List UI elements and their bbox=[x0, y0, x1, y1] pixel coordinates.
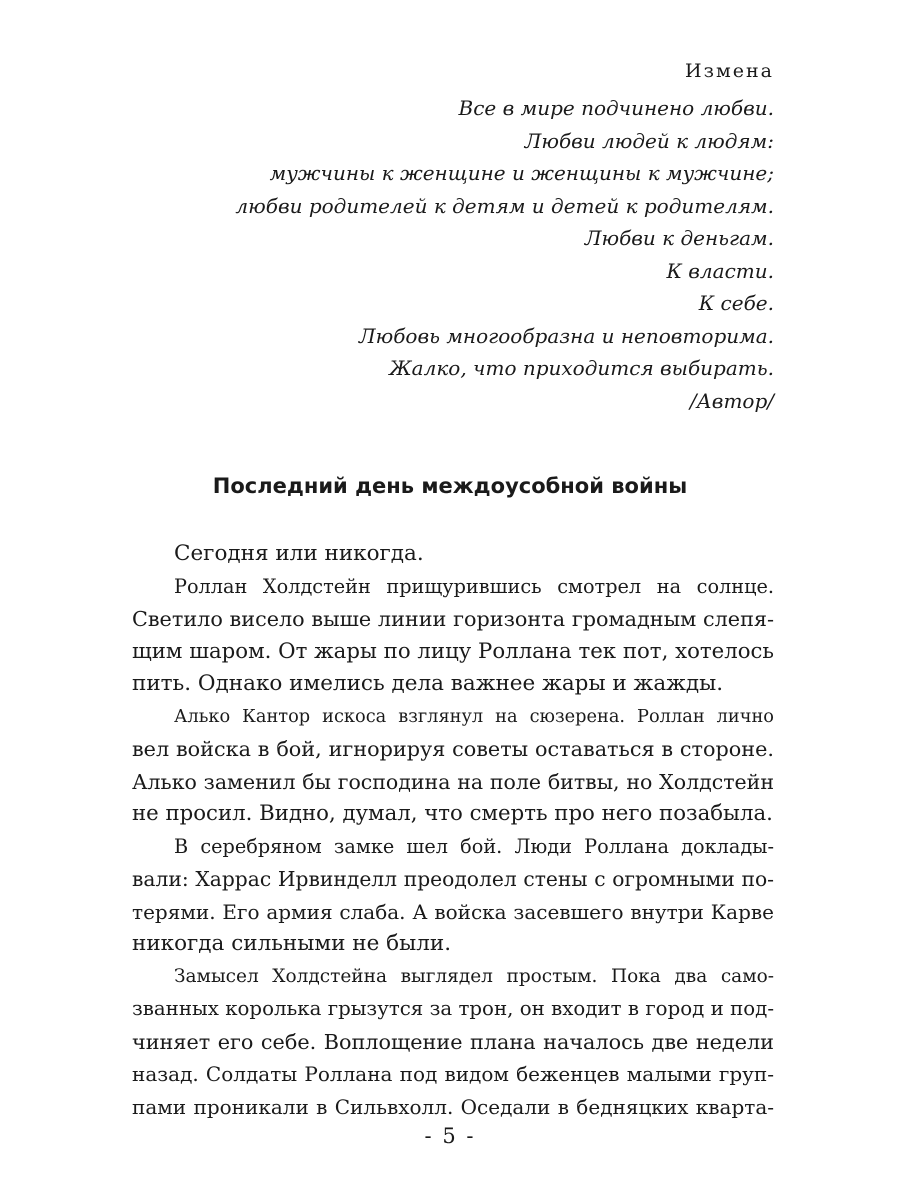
text-line: терями. Его армия слаба. А войска засевшего внутри Карве bbox=[132, 899, 774, 924]
epigraph bbox=[134, 92, 774, 417]
text-line: Роллан Холдстейн прищурившись смотрел на солнце. bbox=[174, 574, 774, 598]
text-line: никогда сильными не были. bbox=[132, 931, 452, 956]
page-number: - 5 - bbox=[424, 1124, 476, 1148]
text-line: щим шаром. От жары по лицу Роллана тек пот, хотелось bbox=[132, 638, 774, 664]
epigraph-line: К себе. bbox=[698, 291, 774, 315]
text-line: Алько заменил бы господина на поле битвы, но Холдстейн bbox=[132, 769, 774, 794]
epigraph-line: любви родителей к детям и детей к родителям. bbox=[235, 193, 774, 218]
paragraph bbox=[132, 701, 774, 831]
epigraph-line: Все в мире подчинено любви. bbox=[458, 96, 774, 120]
epigraph-line: мужчины к женщине и женщины к мужчине; bbox=[269, 161, 774, 185]
epigraph-line: Жалко, что приходится выбирать. bbox=[389, 356, 774, 380]
text-line: назад. Солдаты Роллана под видом беженцев малыми груп- bbox=[132, 1062, 774, 1086]
text-line: пить. Однако имелись дела важнее жары и жажды. bbox=[132, 671, 724, 696]
paragraph bbox=[132, 961, 774, 1124]
text-line: Алько Кантор искоса взглянул на сюзерена. Роллан лично bbox=[174, 706, 774, 727]
epigraph-line: К власти. bbox=[666, 258, 774, 283]
text-line: Сегодня или никогда. bbox=[174, 541, 424, 566]
text-line: пами проникали в Сильвхолл. Оседали в бедняцких кварта- bbox=[132, 1094, 774, 1119]
epigraph-line: Любовь многообразна и неповторима. bbox=[358, 323, 774, 348]
paragraph bbox=[132, 538, 774, 571]
epigraph-line: Любви людей к людям: bbox=[524, 128, 774, 153]
running-head: Измена bbox=[685, 60, 774, 82]
text-line: званных королька грызутся за трон, он входит в город и под- bbox=[132, 997, 774, 1020]
body-text bbox=[132, 538, 774, 1123]
text-line: вел войска в бой, игнорируя советы оставаться в стороне. bbox=[132, 737, 774, 761]
epigraph-author: /Автор/ bbox=[689, 388, 774, 413]
paragraph bbox=[132, 571, 774, 701]
epigraph-line: Любви к деньгам. bbox=[584, 226, 774, 250]
text-line: чиняет его себе. Воплощение плана началось две недели bbox=[132, 1029, 774, 1054]
text-line: вали: Харрас Ирвинделл преодолел стены с огромными по- bbox=[132, 867, 774, 891]
text-line: Светило висело выше линии горизонта громадным слепя- bbox=[132, 607, 774, 631]
paragraph bbox=[132, 831, 774, 961]
chapter-title: Последний день междоусобной войны bbox=[212, 474, 688, 498]
text-line: не просил. Видно, думал, что смерть про него позабыла. bbox=[132, 801, 773, 826]
text-line: Замысел Холдстейна выглядел простым. Пока два само- bbox=[174, 965, 774, 987]
text-line: В серебряном замке шел бой. Люди Роллана доклады- bbox=[174, 834, 774, 858]
